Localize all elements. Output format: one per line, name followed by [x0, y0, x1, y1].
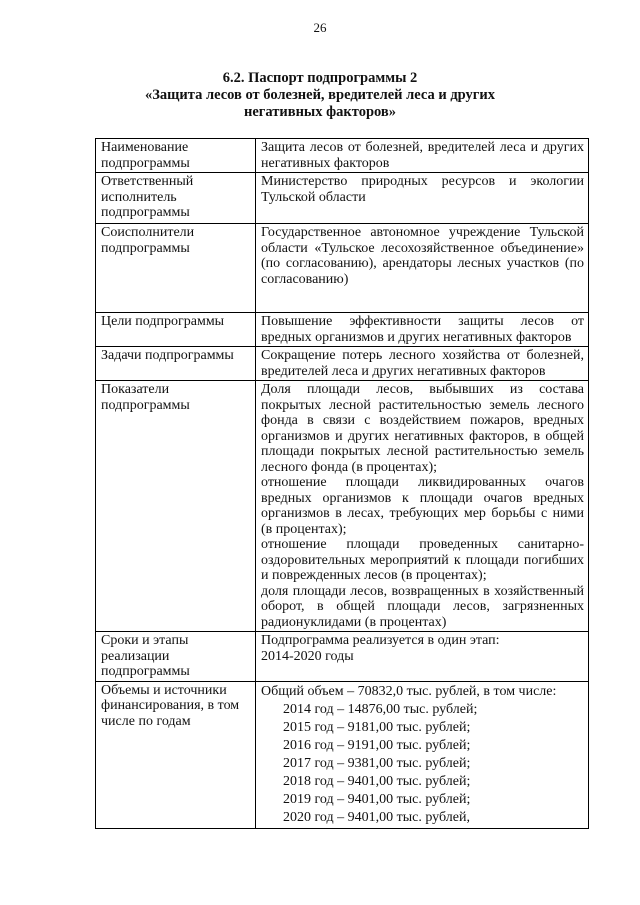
table-row — [96, 632, 589, 682]
row-label-executor: Ответственный исполнитель подпрограммы — [96, 173, 256, 224]
indicator-item: доля площади лесов, возвращенных в хозяйственный оборот, в общей площади лесов, загрязненных радионуклидами (в процентах) — [261, 583, 584, 630]
financing-year: 2017 год – 9381,00 тыс. рублей; — [283, 755, 471, 771]
stages-line-1: Подпрограмма реализуется в один этап: — [261, 633, 500, 648]
row-label-goals: Цели подпрограммы — [96, 313, 256, 347]
financing-year: 2019 год – 9401,00 тыс. рублей; — [283, 791, 471, 807]
row-value-stages — [256, 632, 589, 682]
row-label-coexecutors: Соисполнители подпрограммы — [96, 224, 256, 313]
row-value-goals: Повышение эффективности защиты лесов от вредных организмов и других негативных факторов — [256, 313, 589, 347]
financing-year: 2018 год – 9401,00 тыс. рублей; — [283, 773, 471, 789]
table-row — [96, 224, 589, 313]
table-row — [96, 173, 589, 224]
financing-year: 2015 год – 9181,00 тыс. рублей; — [283, 719, 471, 735]
title-line-2: «Защита лесов от болезней, вредителей леса и других — [145, 87, 495, 103]
passport-table — [95, 138, 589, 829]
page-number: 26 — [313, 20, 327, 35]
row-label-indicators: Показатели подпрограммы — [96, 381, 256, 632]
row-label-name: Наименование подпрограммы — [96, 139, 256, 173]
financing-year: 2014 год – 14876,00 тыс. рублей; — [283, 701, 478, 717]
indicator-item: отношение площади ликвидированных очагов вредных организмов к площади очагов вредных организмов в лесах, требующих мер борьбы с ними (в процентах); — [261, 475, 584, 537]
table-row — [96, 381, 589, 632]
row-value-name: Защита лесов от болезней, вредителей леса и других негативных факторов — [256, 139, 589, 173]
row-value-indicators — [256, 381, 589, 632]
table-row — [96, 313, 589, 347]
row-label-stages: Сроки и этапы реализации подпрограммы — [96, 632, 256, 682]
row-value-executor: Министерство природных ресурсов и экологии Тульской области — [256, 173, 589, 224]
table-row — [96, 347, 589, 381]
row-value-tasks: Сокращение потерь лесного хозяйства от болезней, вредителей леса и других негативных факторов — [256, 347, 589, 381]
financing-total: Общий объем – 70832,0 тыс. рублей, в том числе: — [261, 683, 557, 699]
financing-year: 2016 год – 9191,00 тыс. рублей; — [283, 737, 471, 753]
indicator-item: Доля площади лесов, выбывших из состава покрытых лесной растительностью земель лесного фонда в связи с воздействием пожаров, вредных организмов и других негативных факторов, в общей площади покрытых лесной растительностью земель лесного фонда (в процентах); — [261, 382, 584, 475]
title-line-1: 6.2. Паспорт подпрограммы 2 — [222, 70, 418, 86]
row-value-coexecutors: Государственное автономное учреждение Тульской области «Тульское лесохозяйственное объединение» (по согласованию), арендаторы лесных участков (по согласованию) — [256, 224, 589, 313]
row-label-financing: Объемы и источники финансирования, в том числе по годам — [96, 681, 256, 828]
title-line-3: негативных факторов» — [244, 104, 396, 120]
stages-line-2: 2014-2020 годы — [261, 648, 354, 664]
page-title — [80, 70, 560, 121]
row-label-tasks: Задачи подпрограммы — [96, 347, 256, 381]
financing-year: 2020 год – 9401,00 тыс. рублей, — [283, 809, 470, 825]
table-row — [96, 681, 589, 828]
indicator-item: отношение площади проведенных санитарно-оздоровительных мероприятий к площади погибших и поврежденных лесов (в процентах); — [261, 537, 584, 583]
table-row — [96, 139, 589, 173]
row-value-financing — [256, 681, 589, 828]
